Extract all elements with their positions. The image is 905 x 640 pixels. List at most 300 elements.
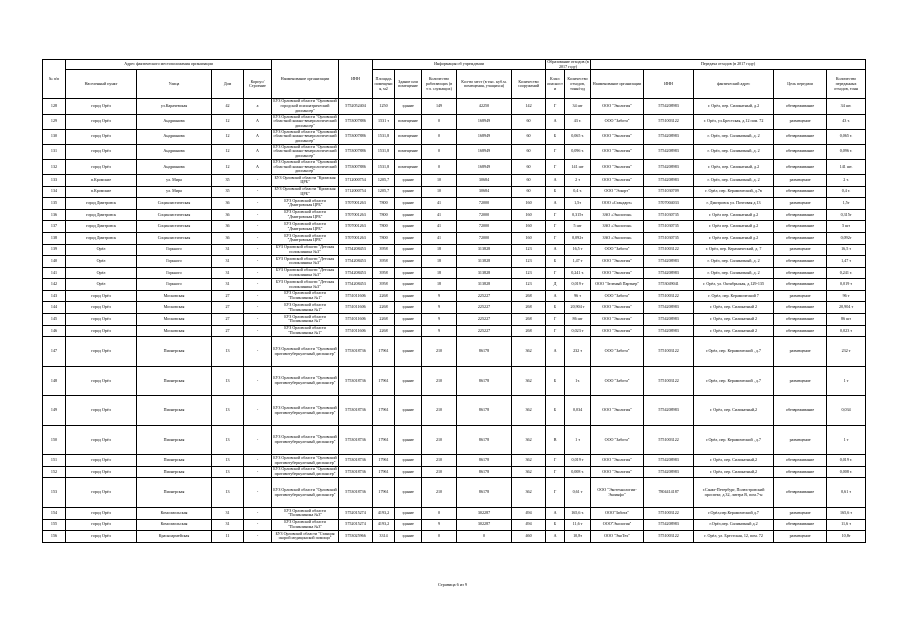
cell-settlement: город Орёл [66, 302, 137, 314]
cell-transferred-amount: 43 т. [827, 114, 866, 129]
cell-transferred-amount: 16,5 т [827, 244, 866, 256]
cell-structures: 268 [512, 314, 546, 326]
cell-volume: 86178 [457, 425, 512, 455]
cell-house: 31 [212, 267, 244, 279]
cell-receiver-inn: 5754208983 [644, 144, 694, 159]
cell-structures: 268 [512, 325, 546, 337]
cell-settlement: город Орёл [66, 396, 137, 426]
cell-purpose: обезвреживание [774, 221, 827, 233]
cell-inn: 5752015274 [339, 519, 373, 531]
cell-volume: 86178 [457, 366, 512, 396]
cell-row-number: 135 [43, 198, 66, 210]
cell-organization-name: БУЗ Орловской области "Детская поликлиника №3" [272, 256, 339, 268]
cell-hazard-class: Г [546, 221, 565, 233]
cell-hazard-class: Г [546, 478, 565, 508]
cell-inn: 5753007886 [339, 159, 373, 174]
cell-building: - [244, 209, 272, 221]
cell-settlement: город Орёл [66, 290, 137, 302]
cell-hazard-class: Г [546, 99, 565, 114]
cell-inn: 5712000754 [339, 186, 373, 198]
cell-volume: 72000 [457, 209, 512, 221]
cell-area: 17961 [373, 396, 395, 426]
cell-house: 12 [212, 159, 244, 174]
cell-volume: 168949 [457, 144, 512, 159]
cell-area: 1531,8 [373, 159, 395, 174]
cell-area: 7800 [373, 221, 395, 233]
cell-receiver-org: ООО "Экология" [591, 302, 644, 314]
cell-house: 13 [212, 466, 244, 478]
cell-house: 36 [212, 232, 244, 244]
cell-receiver-inn: 5754208983 [644, 159, 694, 174]
cell-volume: 225227 [457, 325, 512, 337]
table-row [43, 114, 866, 129]
cell-street: Московская [137, 290, 212, 302]
cell-volume: 30684 [457, 186, 512, 198]
cell-settlement: город Дмитровск [66, 198, 137, 210]
cell-receiver-inn: 5751030735 [644, 232, 694, 244]
cell-receiver-org: ООО "Экология" [591, 466, 644, 478]
cell-employees: 18 [422, 256, 457, 268]
cell-house: 12 [212, 114, 244, 129]
cell-volume: 313828 [457, 244, 512, 256]
cell-employees: 210 [422, 478, 457, 508]
cell-receiver-address: г. Орёл пер. Силикатный д.2 [694, 209, 774, 221]
cell-building: - [244, 314, 272, 326]
cell-receiver-org: ООО "Забота" [591, 337, 644, 367]
cell-transferred-amount: 0,241 т. [827, 267, 866, 279]
table-row [43, 198, 866, 210]
cell-inn: 5707001263 [339, 209, 373, 221]
cell-structures: 142 [512, 99, 546, 114]
cell-street: Пионерская [137, 478, 212, 508]
cell-hazard-class: Г [546, 267, 565, 279]
cell-house: 36 [212, 209, 244, 221]
cell-street: Горького [137, 256, 212, 268]
cell-transferred-amount: 96 т [827, 290, 866, 302]
cell-area: 7800 [373, 209, 395, 221]
cell-house: 27 [212, 325, 244, 337]
cell-waste-amount: 96 т [565, 290, 591, 302]
cell-waste-amount: 0,241 т. [565, 267, 591, 279]
cell-receiver-address: г.Орёл, пер. Керамический , д.7 [694, 366, 774, 396]
cell-employees: 18 [422, 267, 457, 279]
cell-receiver-inn: 5754208983 [644, 267, 694, 279]
cell-area: 17961 [373, 337, 395, 367]
cell-hazard-class: Г [546, 232, 565, 244]
cell-settlement: город Орёл [66, 425, 137, 455]
cell-receiver-address: г.Орёл, пер. Керамический , д.7 [694, 337, 774, 367]
header-group-transfer: Передача отходов (в 2017 году) [591, 60, 866, 70]
cell-organization-name: БУЗ Орловской области "Кромская ЦРБ" [272, 186, 339, 198]
cell-waste-amount: 165,6 т. [565, 507, 591, 519]
cell-hazard-class: А [546, 174, 565, 186]
cell-organization-name: БУЗ Орловской области "Поликлиника №1" [272, 302, 339, 314]
cell-street: Горького [137, 267, 212, 279]
cell-receiver-org: ООО "Забота" [591, 425, 644, 455]
cell-street: Андрианова [137, 129, 212, 144]
cell-waste-amount: 2 т [565, 174, 591, 186]
cell-transferred-amount: 0,019 т. [827, 455, 866, 467]
cell-street: Московская [137, 325, 212, 337]
cell-street: Московская [137, 314, 212, 326]
cell-inn: 5751011606 [339, 290, 373, 302]
header-waste-amount: Количество отходов, тонн/год [565, 70, 591, 99]
cell-building-type: здание [395, 519, 422, 531]
cell-organization-name: БУЗ Орловской области "Орловский противотуберкулезный диспансер" [273, 466, 337, 477]
cell-building-type: здание [395, 209, 422, 221]
cell-street: Социалистическая [137, 198, 212, 210]
cell-receiver-inn: 5751003122 [644, 114, 694, 129]
cell-inn: 5753018736 [339, 425, 373, 455]
cell-hazard-class: Г [546, 314, 565, 326]
cell-employees: 9 [422, 519, 457, 531]
cell-row-number: 129 [43, 114, 66, 129]
cell-organization-name: БУЗ Орловской области "Поликлиника №1" [272, 325, 339, 337]
cell-structures: 362 [512, 366, 546, 396]
cell-inn: 5753018736 [339, 396, 373, 426]
cell-settlement: Орёл [66, 279, 137, 291]
cell-receiver-inn: 5754208983 [644, 519, 694, 531]
table-row [43, 267, 866, 279]
waste-table [42, 59, 866, 543]
cell-area: 4193,2 [373, 507, 395, 519]
cell-receiver-inn: 5753049041 [644, 279, 694, 291]
cell-hazard-class: Б [546, 186, 565, 198]
cell-area: 17961 [373, 478, 395, 508]
cell-area: 1205,7 [373, 186, 395, 198]
cell-structures: 60 [512, 114, 546, 129]
cell-waste-amount: 0,019 т [565, 279, 591, 291]
cell-volume: 313828 [457, 256, 512, 268]
cell-row-number: 147 [43, 337, 66, 367]
cell-settlement: город Орёл [66, 478, 137, 508]
table-row [43, 256, 866, 268]
cell-transferred-amount: 20,904 т [827, 302, 866, 314]
cell-receiver-inn: 7804414187 [644, 478, 694, 508]
cell-building-type: здание [395, 99, 422, 114]
cell-transferred-amount: 0,034 [827, 396, 866, 426]
cell-volume: 168949 [457, 129, 512, 144]
cell-row-number: 151 [43, 455, 66, 467]
cell-building-type: здание [395, 396, 422, 426]
cell-street: Московская [137, 302, 212, 314]
cell-structures: 160 [512, 198, 546, 210]
cell-structures: 494 [512, 519, 546, 531]
cell-structures: 494 [512, 507, 546, 519]
cell-receiver-org: ООО"Забота" [591, 507, 644, 519]
header-structures: Количество сооружений [512, 70, 546, 99]
cell-purpose: обезвреживание [774, 129, 827, 144]
cell-receiver-org: ООО "Забота" [591, 244, 644, 256]
cell-house: 31 [212, 244, 244, 256]
cell-volume: 86178 [457, 455, 512, 467]
cell-area: 17961 [373, 425, 395, 455]
cell-settlement: город Орёл [66, 519, 137, 531]
cell-structures: 123 [512, 256, 546, 268]
cell-building: - [244, 232, 272, 244]
cell-employees: 10 [422, 174, 457, 186]
table-row [43, 209, 866, 221]
cell-building: - [244, 466, 272, 478]
cell-receiver-inn: 5751003122 [644, 507, 694, 519]
cell-settlement: город Орёл [66, 466, 137, 478]
cell-building-type: здание [395, 198, 422, 210]
cell-street: Горького [137, 244, 212, 256]
cell-hazard-class: Г [546, 325, 565, 337]
cell-street: Пионерская [137, 337, 212, 367]
cell-receiver-org: ООО "Экология" [591, 159, 644, 174]
cell-house: 12 [212, 144, 244, 159]
cell-organization-name: БУЗ Орловской области "Детская поликлиника №3" [272, 279, 339, 291]
cell-receiver-address: г. Орёл, пер. Силикатный, д. 2 [694, 174, 774, 186]
cell-area: 1205,7 [373, 174, 395, 186]
cell-receiver-inn: 5754208983 [644, 99, 694, 114]
cell-inn: 5707001263 [339, 232, 373, 244]
cell-employees: 10 [422, 186, 457, 198]
cell-receiver-address: г. Орёл, пер. Силикатный, д. 2 [694, 256, 774, 268]
cell-street: Социалистическая [137, 209, 212, 221]
cell-volume: 225227 [457, 290, 512, 302]
table-row [43, 144, 866, 159]
cell-inn: 5753018736 [339, 366, 373, 396]
cell-building: - [244, 507, 272, 519]
header-org-name: Наименование организации [272, 60, 339, 99]
cell-purpose: обезвреживание [774, 186, 827, 198]
cell-settlement: город Орёл [66, 114, 137, 129]
cell-organization-name: БУЗ Орловской области "Дмитровская ЦРБ" [272, 198, 339, 210]
cell-receiver-org: ООО "Экология" [591, 174, 644, 186]
cell-transferred-amount: 0,092т [827, 232, 866, 244]
cell-inn: 5751011606 [339, 325, 373, 337]
cell-receiver-org: ЗАО «Экология» [591, 221, 644, 233]
table-row [43, 337, 866, 367]
cell-street: ул.Карачевская [137, 99, 212, 114]
cell-row-number: 153 [43, 478, 66, 508]
cell-receiver-inn: 5751030735 [644, 221, 694, 233]
cell-receiver-address: г. Орёл, ул. Брестская, 12, пом. 72 [694, 531, 774, 543]
cell-organization-name: БУЗ Орловской области "Детская поликлиника №3" [272, 244, 339, 256]
cell-settlement: город Дмитровск [66, 209, 137, 221]
cell-hazard-class: А [546, 337, 565, 367]
cell-volume: 86178 [457, 466, 512, 478]
cell-purpose: обезвреживание [774, 478, 827, 508]
cell-receiver-inn: 5754208983 [644, 466, 694, 478]
cell-building: - [244, 279, 272, 291]
cell-purpose: обезвреживание [774, 396, 827, 426]
cell-inn: 5754208453 [339, 244, 373, 256]
header-transferred: Количество переданных отходов, тонн [827, 70, 866, 99]
cell-employees: 210 [422, 396, 457, 426]
cell-receiver-inn: 5751003122 [644, 366, 694, 396]
cell-hazard-class: А [546, 531, 565, 543]
table-row [43, 478, 866, 508]
table-row [43, 186, 866, 198]
cell-employees: 210 [422, 337, 457, 367]
cell-row-number: 128 [43, 99, 66, 114]
cell-purpose: обезвреживание [774, 232, 827, 244]
cell-row-number: 136 [43, 209, 66, 221]
header-building: Корпус/Строение [244, 70, 272, 99]
cell-transferred-amount: 0,008 т. [827, 466, 866, 478]
cell-volume: 0 [457, 531, 512, 543]
cell-volume: 72000 [457, 198, 512, 210]
cell-area: 17961 [373, 455, 395, 467]
cell-structures: 268 [512, 290, 546, 302]
cell-settlement: город Орёл [66, 507, 137, 519]
cell-waste-amount: 0,034 [565, 396, 591, 426]
cell-row-number: 148 [43, 366, 66, 396]
cell-hazard-class: Б [546, 519, 565, 531]
cell-area: 1531 т [373, 114, 395, 129]
cell-settlement: город Орёл [66, 129, 137, 144]
cell-receiver-org: ООО "Эскорт" [591, 186, 644, 198]
cell-waste-amount: 0,4 т. [565, 186, 591, 198]
cell-receiver-inn: 5754208983 [644, 174, 694, 186]
cell-employees: 9 [422, 302, 457, 314]
cell-organization-name: БУЗ Орловской области "Орловский областной кожно-венерологический диспансер" [273, 159, 337, 174]
cell-building: - [244, 256, 272, 268]
cell-organization-name: БУЗ Орловской области "Орловский противотуберкулезный диспансер" [273, 454, 337, 465]
cell-transferred-amount: 0,065 т. [827, 129, 866, 144]
table-row [43, 174, 866, 186]
cell-organization-name: БУЗ Орловской области "Поликлиника №3" [272, 519, 339, 531]
table-body [43, 99, 866, 542]
cell-receiver-inn: 5751003122 [644, 337, 694, 367]
header-group-address: Адрес фактического местоположения организации [66, 60, 272, 70]
cell-house: 13 [212, 455, 244, 467]
cell-purpose: обезвреживание [774, 279, 827, 291]
cell-employees: 210 [422, 455, 457, 467]
cell-organization-name: БУЗ Орловской области "Орловский областной кожно-венерологический диспансер" [273, 129, 337, 144]
cell-receiver-address: г.Орёл,пер. Силикатный д.2 [694, 519, 774, 531]
cell-building: А [244, 144, 272, 159]
header-receiver-inn: ИНН [644, 70, 694, 99]
cell-purpose: обезвреживание [774, 144, 827, 159]
cell-building: А [244, 114, 272, 129]
cell-row-number: 142 [43, 279, 66, 291]
cell-employees: 9 [422, 325, 457, 337]
cell-purpose: обезвреживание [774, 209, 827, 221]
cell-receiver-address: г.Орёл, пер. Керамический , д.7 [694, 425, 774, 455]
cell-receiver-address: г.Орёл,пер.Керамический д.7 [694, 507, 774, 519]
cell-building: - [244, 478, 272, 508]
cell-transferred-amount: 0,023 т [827, 325, 866, 337]
cell-receiver-address: г. Орёл, пер. Силикатный 2 [694, 314, 774, 326]
cell-settlement: город Дмитровск [66, 232, 137, 244]
cell-street: ул. Мира [137, 186, 212, 198]
cell-receiver-inn: 5751003122 [644, 531, 694, 543]
cell-receiver-org: ООО "Забота" [591, 290, 644, 302]
cell-waste-amount: 0,023 т [565, 325, 591, 337]
cell-waste-amount: 0,096 т. [565, 144, 591, 159]
cell-area: 7800 [373, 198, 395, 210]
cell-organization-name: БУЗ Орловской области "Дмитровская ЦРБ" [272, 221, 339, 233]
cell-volume: 313828 [457, 267, 512, 279]
cell-inn: 5753018736 [339, 466, 373, 478]
cell-building-type: здание [395, 302, 422, 314]
cell-building: - [244, 396, 272, 426]
cell-organization-name: БУЗ Орловской области "Поликлиника №3" [272, 507, 339, 519]
cell-waste-amount: 1 т [565, 425, 591, 455]
cell-hazard-class: Д [546, 279, 565, 291]
header-hazard-class: Класс опасности [546, 70, 565, 99]
cell-receiver-org: ООО "ЭкоТех" [591, 531, 644, 543]
cell-receiver-inn: 5754208983 [644, 314, 694, 326]
cell-receiver-org: ЗАО «Экология» [591, 232, 644, 244]
cell-hazard-class: Б [546, 396, 565, 426]
cell-receiver-address: г. Орёл, пер. Силикатный 2 [694, 302, 774, 314]
cell-structures: 60 [512, 129, 546, 144]
cell-building: - [244, 290, 272, 302]
cell-building: - [244, 174, 272, 186]
cell-volume: 225227 [457, 302, 512, 314]
cell-building-type: здание [395, 279, 422, 291]
cell-receiver-inn: 5754208983 [644, 256, 694, 268]
cell-area: 4193,2 [373, 519, 395, 531]
cell-inn: 5712000754 [339, 174, 373, 186]
cell-receiver-address: г. Дмитровск ул. Почтовая д.13 [694, 198, 774, 210]
header-receiver-org: Наименование организации [591, 70, 644, 99]
cell-row-number: 138 [43, 232, 66, 244]
cell-row-number: 152 [43, 466, 66, 478]
cell-receiver-address: г. Орёл, пер. Силикатный 2 [694, 325, 774, 337]
cell-transferred-amount: 86 шт [827, 314, 866, 326]
cell-hazard-class: Г [546, 209, 565, 221]
table-row [43, 99, 866, 114]
cell-receiver-inn: 5707004033 [644, 198, 694, 210]
cell-row-number: 134 [43, 186, 66, 198]
cell-organization-name: БУЗ Орловской области "Орловский областной кожно-венерологический диспансер" [273, 144, 337, 159]
cell-row-number: 146 [43, 325, 66, 337]
cell-building: А [244, 159, 272, 174]
cell-building: - [244, 455, 272, 467]
cell-street: Социалистическая [137, 232, 212, 244]
header-purpose: Цель передачи [774, 70, 827, 99]
cell-house: 13 [212, 425, 244, 455]
cell-employees: 149 [422, 99, 457, 114]
cell-building: - [244, 221, 272, 233]
header-house: Дом [212, 70, 244, 99]
cell-building: - [244, 198, 272, 210]
cell-structures: 362 [512, 425, 546, 455]
cell-settlement: город Орёл [66, 314, 137, 326]
cell-row-number: 139 [43, 244, 66, 256]
cell-settlement: Орёл [66, 244, 137, 256]
table-row [43, 279, 866, 291]
cell-transferred-amount: 0,096 т. [827, 144, 866, 159]
cell-volume: 168949 [457, 159, 512, 174]
cell-building: - [244, 519, 272, 531]
cell-building-type: здание [395, 478, 422, 508]
cell-organization-name: БУЗ Орловской области "Станция скорой медицинской помощи" [272, 531, 339, 543]
cell-settlement: город Орёл [66, 366, 137, 396]
cell-area: 2268 [373, 290, 395, 302]
cell-street: Андрианова [137, 159, 212, 174]
header-volume: Кол-во мест (в тыс. куб.м. помещения, учащихся) [457, 70, 512, 99]
cell-settlement: город Орёл [66, 455, 137, 467]
table-row [43, 519, 866, 531]
cell-structures: 160 [512, 221, 546, 233]
cell-receiver-org: ООО "Экология" [591, 314, 644, 326]
cell-receiver-inn: 5751003122 [644, 290, 694, 302]
cell-transferred-amount: 0,315т [827, 209, 866, 221]
table-row [43, 396, 866, 426]
cell-receiver-address: г. Орёл, пер. Керамический, д.7в [694, 186, 774, 198]
cell-hazard-class: А [546, 198, 565, 210]
cell-volume: 86178 [457, 396, 512, 426]
cell-settlement: п.Кромские [66, 186, 137, 198]
cell-hazard-class: А [546, 290, 565, 302]
